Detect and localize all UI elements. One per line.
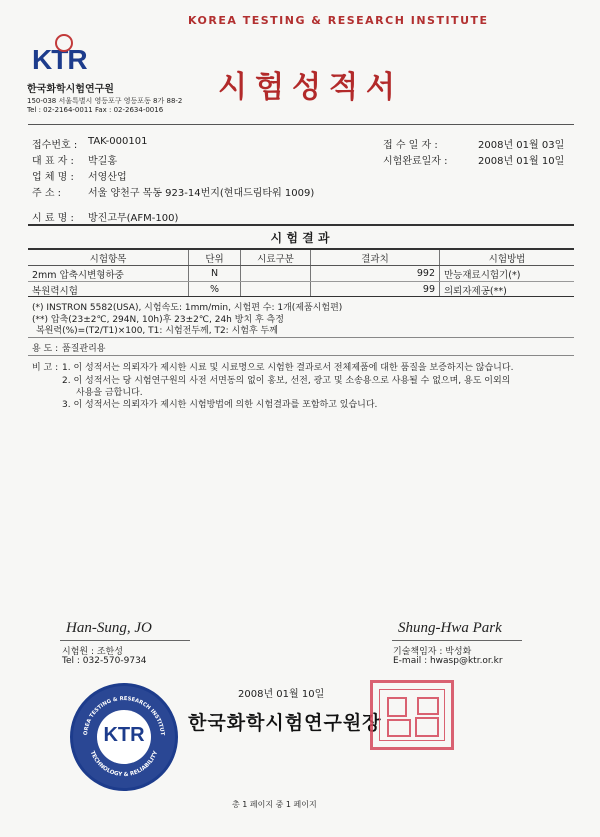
company-name: 서영산업 xyxy=(88,172,127,183)
cell-sample-type xyxy=(241,282,311,298)
manager-signature-line xyxy=(392,640,522,641)
tester-tel: Tel : 032-570-9734 xyxy=(62,656,147,666)
note-line: (**) 압축(23±2℃, 294N, 10h)후 23±2℃, 24h 방치 후 측정 xyxy=(32,315,284,325)
manager-email: E-mail : hwasp@ktr.or.kr xyxy=(393,656,503,666)
purpose-divider xyxy=(28,355,574,356)
completion-date: 2008년 01월 10일 xyxy=(478,156,565,167)
tester-name: 시험원 : 조한성 xyxy=(62,647,123,657)
cell-result: 992 xyxy=(311,266,440,282)
remark-line: 1. 이 성적서는 의뢰자가 제시한 시료 및 시료명으로 시험한 결과로서 전체제품에 대한 품질을 보증하지는 않습니다. xyxy=(62,363,514,373)
document-title: 시험성적서 xyxy=(218,70,403,105)
org-contact: Tel : 02-2164-0011 Fax : 02-2634-0016 xyxy=(27,106,164,114)
sample-label: 시 료 명 : xyxy=(32,213,74,224)
org-name: 한국화학시험연구원 xyxy=(27,84,114,95)
cell-method: 의뢰자제공(**) xyxy=(440,282,575,298)
seal-logo-text: KTR xyxy=(103,724,145,746)
results-header-row xyxy=(28,250,574,266)
completion-date-label: 시험완료일자 : xyxy=(383,156,448,167)
logo-mark-icon xyxy=(55,34,73,52)
cell-method: 만능재료시험기(*) xyxy=(440,266,575,282)
col-header-sample-type: 시료구분 xyxy=(241,250,311,266)
receipt-no: TAK-000101 xyxy=(88,136,148,147)
col-header-method: 시험방법 xyxy=(440,250,575,266)
notes-divider xyxy=(28,337,574,338)
institute-english-name: KOREA TESTING & RESEARCH INSTITUTE xyxy=(188,14,489,27)
results-bottom-border xyxy=(28,296,574,297)
purpose: 품질관리용 xyxy=(62,344,106,354)
ktr-logo: KTR xyxy=(32,44,87,75)
ktr-round-seal-icon xyxy=(70,683,178,791)
note-line: (*) INSTRON 5582(USA), 시험속도: 1mm/min, 시험편 수: 1개(제품시험편) xyxy=(32,303,343,313)
director-title: 한국화학시험연구원장 xyxy=(188,712,382,734)
remark-line: 3. 이 성적서는 의뢰자가 제시한 시험방법에 의한 시험결과를 포함하고 있습니다. xyxy=(62,400,378,410)
issue-date: 2008년 01월 10일 xyxy=(238,689,325,700)
receipt-date-label: 접 수 일 자 : xyxy=(383,140,438,151)
table-row xyxy=(28,282,574,298)
sample-name: 방진고무(AFM-100) xyxy=(88,213,179,224)
tester-signature: Han-Sung, JO xyxy=(66,620,152,636)
svg-text:TECHNOLOGY & RELIABILITY: TECHNOLOGY & RELIABILITY xyxy=(88,750,160,779)
official-seal-stamp-icon xyxy=(370,680,454,750)
representative: 박길홍 xyxy=(88,156,117,167)
manager-signature: Shung-Hwa Park xyxy=(398,620,502,636)
receipt-date: 2008년 01월 03일 xyxy=(478,140,565,151)
table-row xyxy=(28,266,574,282)
cell-item: 2mm 압축시변형하중 xyxy=(28,266,189,282)
col-header-unit: 단위 xyxy=(189,250,241,266)
header-divider xyxy=(28,124,574,125)
purpose-label: 용 도 : xyxy=(32,344,59,354)
org-address: 150-038 서울특별시 영등포구 영등포동 8가 88-2 xyxy=(27,97,183,105)
tester-signature-line xyxy=(60,640,190,641)
remark-line: 2. 이 성적서는 당 시험연구원의 사전 서면동의 없이 홍보, 선전, 광고 및 소송용으로 사용될 수 없으며, 용도 이외의 xyxy=(62,376,511,386)
manager-name: 기술책임자 : 박성화 xyxy=(393,647,472,657)
receipt-no-label: 접수번호 : xyxy=(32,140,78,151)
col-header-result: 결과치 xyxy=(311,250,440,266)
company-address: 서울 양천구 목동 923-14번지(현대드림타워 1009) xyxy=(88,188,315,199)
cell-unit: % xyxy=(189,282,241,298)
company-label: 업 체 명 : xyxy=(32,172,74,183)
note-line: 복원력(%)=(T2/T1)×100, T1: 시험전두께, T2: 시험후 두께 xyxy=(36,326,278,336)
svg-text:KOREA TESTING & RESEARCH INSTI: OREA TESTING & RESEARCH INSTITUT xyxy=(82,695,166,736)
cell-unit: N xyxy=(189,266,241,282)
cell-item: 복원력시험 xyxy=(32,285,78,297)
col-header-item: 시험항목 xyxy=(28,250,189,266)
page-counter: 총 1 페이지 중 1 페이지 xyxy=(232,800,317,809)
remarks-label: 비 고 : xyxy=(32,363,59,373)
results-top-border xyxy=(28,224,574,226)
cell-result: 99 xyxy=(311,282,440,298)
cell-sample-type xyxy=(241,266,311,282)
representative-label: 대 표 자 : xyxy=(32,156,74,167)
remark-line: 사용을 금합니다. xyxy=(76,388,143,398)
address-label: 주 소 : xyxy=(32,188,62,199)
results-table xyxy=(28,250,574,297)
results-title: 시 험 결 과 xyxy=(270,231,330,245)
